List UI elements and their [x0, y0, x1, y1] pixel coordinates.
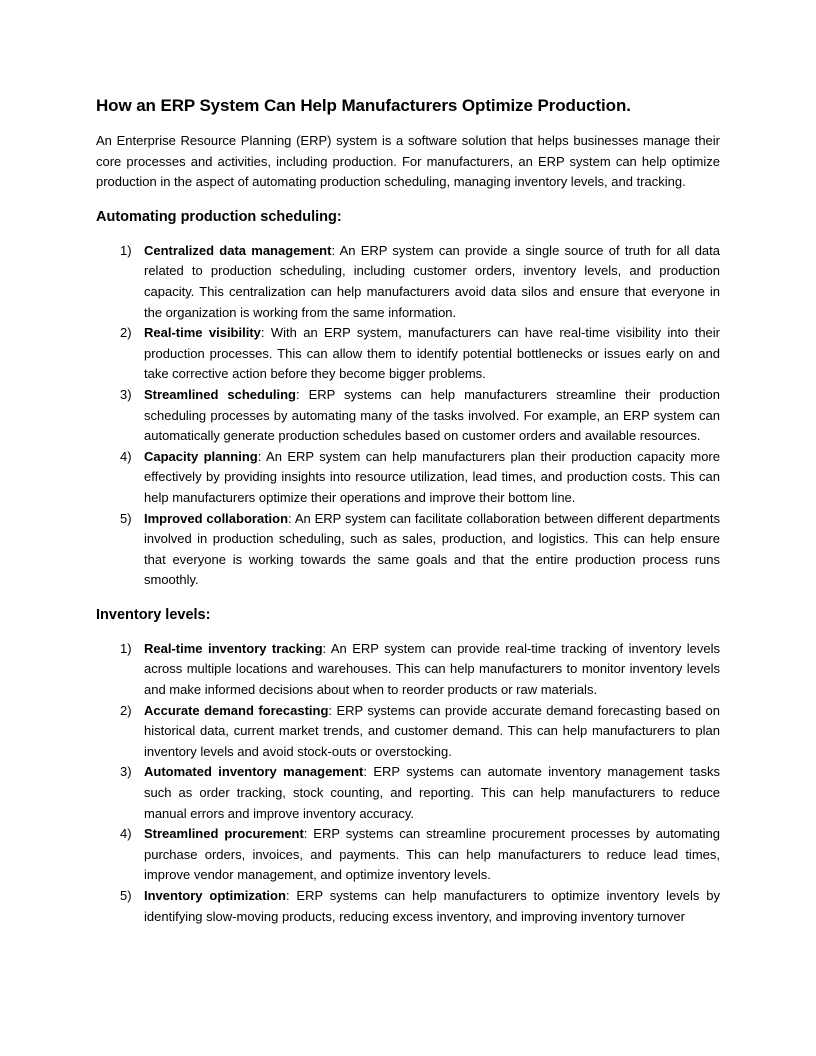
list-number: 5) [120, 888, 132, 903]
list-text: : ERP systems can help manufacturers streamline their production scheduling processes by automating many of the tasks involved. For example, an ERP system can automatically generate production schedules based on customer orders and available resources. [144, 386, 721, 444]
document-title: How an ERP System Can Help Manufacturers Optimize Production. [96, 96, 631, 115]
list-text: : An ERP system can help manufacturers plan their production capacity more effectively by providing insights into resource utilization, lead times, and production costs. This can help manufacturers optimize their operations and improve their bottom line. [144, 448, 720, 505]
list-term: Capacity planning [144, 448, 258, 464]
inventory-list [96, 639, 720, 927]
list-text: : ERP systems can streamline procurement processes by automating purchase orders, invoices, and payments. This can help manufacturers to reduce lead times, improve vendor management, and optimize inventory levels. [144, 826, 720, 883]
section-heading-scheduling: Automating production scheduling: [96, 208, 342, 225]
list-term: Streamlined procurement [144, 826, 304, 842]
list-item [96, 639, 720, 701]
list-term: Automated inventory management [144, 764, 364, 780]
list-text: : ERP systems can automate inventory management tasks such as order tracking, stock counting, and reporting. This can help manufacturers to reduce manual errors and improve inventory accuracy. [144, 764, 720, 821]
list-item [96, 509, 720, 591]
list-text: : An ERP system can provide a single source of truth for all data related to production scheduling, including customer orders, inventory levels, and production capacity. This centralization can help manufacturers avoid data silos and ensure that everyone in the organization is working from the same information. [144, 242, 721, 320]
list-number: 2) [120, 702, 132, 718]
list-term: Real-time visibility [144, 325, 261, 341]
list-item [96, 824, 720, 886]
list-number: 4) [120, 448, 132, 464]
list-number: 2) [120, 325, 132, 341]
list-item [96, 886, 720, 927]
list-number: 4) [120, 826, 132, 842]
list-number: 3) [120, 764, 132, 780]
list-text: : An ERP system can provide real-time tracking of inventory levels across multiple locations and warehouses. This can help manufacturers to monitor inventory levels and make informed decisions about when to reorder products or raw materials. [144, 640, 721, 698]
list-number: 1) [120, 242, 132, 258]
section-heading-inventory: Inventory levels: [96, 606, 211, 623]
list-term: Improved collaboration [144, 510, 289, 526]
list-text: : An ERP system can facilitate collaboration between different departments involved in production scheduling, such as sales, production, and logistics. This can help ensure that everyone is working towards the same goals and that the entire production process runs smoothly. [144, 510, 721, 588]
list-text: : With an ERP system, manufacturers can have real-time visibility into their production processes. This can allow them to identify potential bottlenecks or issues early on and take corrective action before they become bigger problems. [144, 325, 721, 382]
list-term: Accurate demand forecasting [144, 702, 329, 718]
list-term: Real-time inventory tracking [144, 640, 323, 656]
scheduling-list [96, 241, 720, 591]
list-item [96, 762, 720, 824]
list-item [96, 447, 720, 509]
list-term: Centralized data management [144, 242, 332, 258]
list-item [96, 323, 720, 385]
list-text: : ERP systems can help manufacturers to optimize inventory levels by identifying slow-moving products, reducing excess inventory, and improving inventory turnover [144, 888, 720, 924]
list-item [96, 385, 720, 447]
list-number: 5) [120, 510, 132, 526]
intro-paragraph: An Enterprise Resource Planning (ERP) system is a software solution that helps businesses manage their core processes and activities, including production. For manufacturers, an ERP system can help optimize production in the aspect of automating production scheduling, managing inventory levels, and tracking. [96, 133, 720, 190]
list-term: Inventory optimization [144, 888, 286, 903]
list-number: 1) [120, 640, 132, 656]
list-number: 3) [120, 386, 132, 402]
list-item [96, 241, 720, 323]
list-text: : ERP systems can provide accurate demand forecasting based on historical data, current market trends, and customer demand. This can help manufacturers to plan inventory levels and avoid stock-outs or overstocking. [144, 702, 720, 759]
list-item [96, 701, 720, 763]
list-term: Streamlined scheduling [144, 386, 296, 402]
